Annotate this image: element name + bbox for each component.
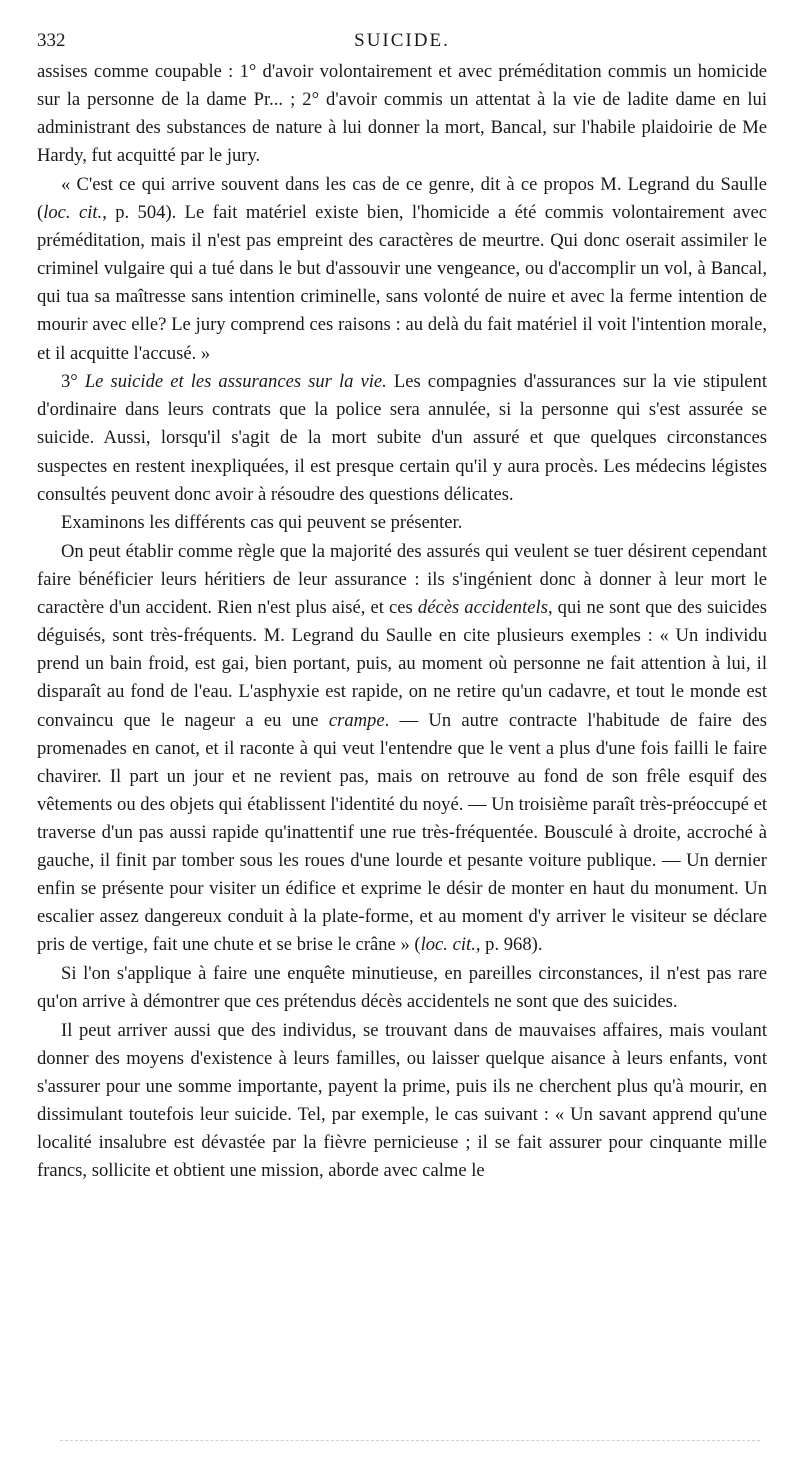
italic-text: décès accidentels <box>417 597 548 619</box>
text-run: assises comme coupable : 1° d'avoir volontairement et avec préméditation commis un homicide sur la personne de la dame Pr... ; 2° d'avoir commis un attentat à la vie de ladite dame en lui administrant des substances de nature à lui donner la mort, Bancal, sur l'habile plaidoirie de Me Hardy, fut acquitté par le jury. <box>37 61 767 167</box>
text-run: Examinons les différents cas qui peuvent se présenter. <box>61 512 463 534</box>
document-page <box>37 30 767 1185</box>
text-run: , p. 504). Le fait matériel existe bien, l'homicide a été commis volontairement avec préméditation, mais il n'est pas empreint des caractères de meurtre. Qui donc oserait assimiler le criminel vulgaire qui a tué dans le but d'assouvir une vengeance, ou d'accomplir un vol, à Bancal, qui tua sa maîtresse sans intention criminelle, sans volonté de nuire et avec la ferme intention de mourir avec elle? Le jury comprend ces raisons : au delà du fait matériel il voit l'intention morale, et il acquitte l'accusé. » <box>37 202 767 364</box>
italic-text: loc. cit. <box>43 202 103 224</box>
text-run: Si l'on s'applique à faire une enquête minutieuse, en pareilles circonstances, il n'est pas rare qu'on arrive à démontrer que ces prétendus décès accidentels ne sont que des suicides. <box>37 962 767 1013</box>
text-run: , qui ne sont que des suicides déguisés, sont très-fréquents. M. Legrand du Saulle en cite plusieurs exemples : « Un individu prend un bain froid, est gai, bien portant, puis, au moment où personne ne fait attention à lui, il disparaît au fond de l'eau. L'asphyxie est rapide, on ne retire qu'un cadavre, et tout le monde est convaincu que le nageur a eu une <box>37 597 768 731</box>
paragraph <box>37 538 767 959</box>
text-run: « C'est ce qui arrive souvent dans les cas de ce genre, dit à ce propos M. Legrand du Saulle ( <box>37 173 767 224</box>
paragraph <box>37 960 767 1016</box>
text-run: 3° <box>61 371 85 393</box>
page-number: 332 <box>37 30 66 51</box>
text-run: , p. 968). <box>475 934 543 956</box>
italic-text: crampe <box>328 709 385 731</box>
paragraph <box>37 509 767 537</box>
paragraph <box>37 1017 767 1186</box>
italic-text: Le suicide et les assurances sur la vie. <box>84 371 387 393</box>
paragraph <box>37 171 767 368</box>
text-run: On peut établir comme règle que la majorité des assurés qui veulent se tuer désirent cependant faire bénéficier leurs héritiers de leur assurance : ils s'ingénient donc à donner à leur mort le caractère d'un accident. Rien n'est plus aisé, et ces <box>37 540 767 619</box>
text-run: Les compagnies d'assurances sur la vie stipulent d'ordinaire dans leurs contrats que la police sera annulée, si la personne qui s'est assurée se suicide. Aussi, lorsqu'il s'agit de la mort subite d'un assuré et que quelques circonstances suspectes en restent inexpliquées, il est presque certain qu'il y aura procès. Les médecins légistes consultés peuvent donc avoir à résoudre des questions délicates. <box>37 371 768 505</box>
text-run: . — Un autre contracte l'habitude de faire des promenades en canot, et il raconte à qui veut l'entendre que le vent a plus d'une fois failli le faire chavirer. Il part un jour et ne revient pas, mais on retrouve au fond de son frêle esquif des vêtements ou des objets qui établissent l'identité du noyé. — Un troisième paraît très-préoccupé et traverse d'un pas aussi rapide qu'inattentif une rue très-fréquentée. Bousculé à droite, accroché à gauche, il finit par tomber sous les roues d'une lourde et pesante voiture publique. — Un dernier enfin se présente pour visiter un édifice et exprime le désir de monter en haut du monument. Un escalier assez dangereux conduit à la plate-forme, et au moment d'y arriver le visiteur se déclare pris de vertige, fait une chute et se brise le crâne » ( <box>37 709 768 956</box>
paragraph <box>37 368 767 508</box>
running-head: SUICIDE. <box>354 30 450 51</box>
bottom-edge-marks <box>60 1440 760 1447</box>
body-text <box>37 58 767 1185</box>
text-run: Il peut arriver aussi que des individus, se trouvant dans de mauvaises affaires, mais voulant donner des moyens d'existence à leurs familles, ou laisser quelque aisance à leurs enfants, vont s'assurer pour une somme importante, payent la prime, puis ils ne cherchent plus qu'à mourir, en dissimulant toutefois leur suicide. Tel, par exemple, le cas suivant : « Un savant apprend qu'une localité insalubre est dévastée par la fièvre pernicieuse ; il se fait assurer pour cinquante mille francs, sollicite et obtient une mission, aborde avec calme le <box>37 1019 767 1182</box>
page-header <box>37 30 767 58</box>
paragraph <box>37 58 767 170</box>
italic-text: loc. cit. <box>420 934 476 956</box>
